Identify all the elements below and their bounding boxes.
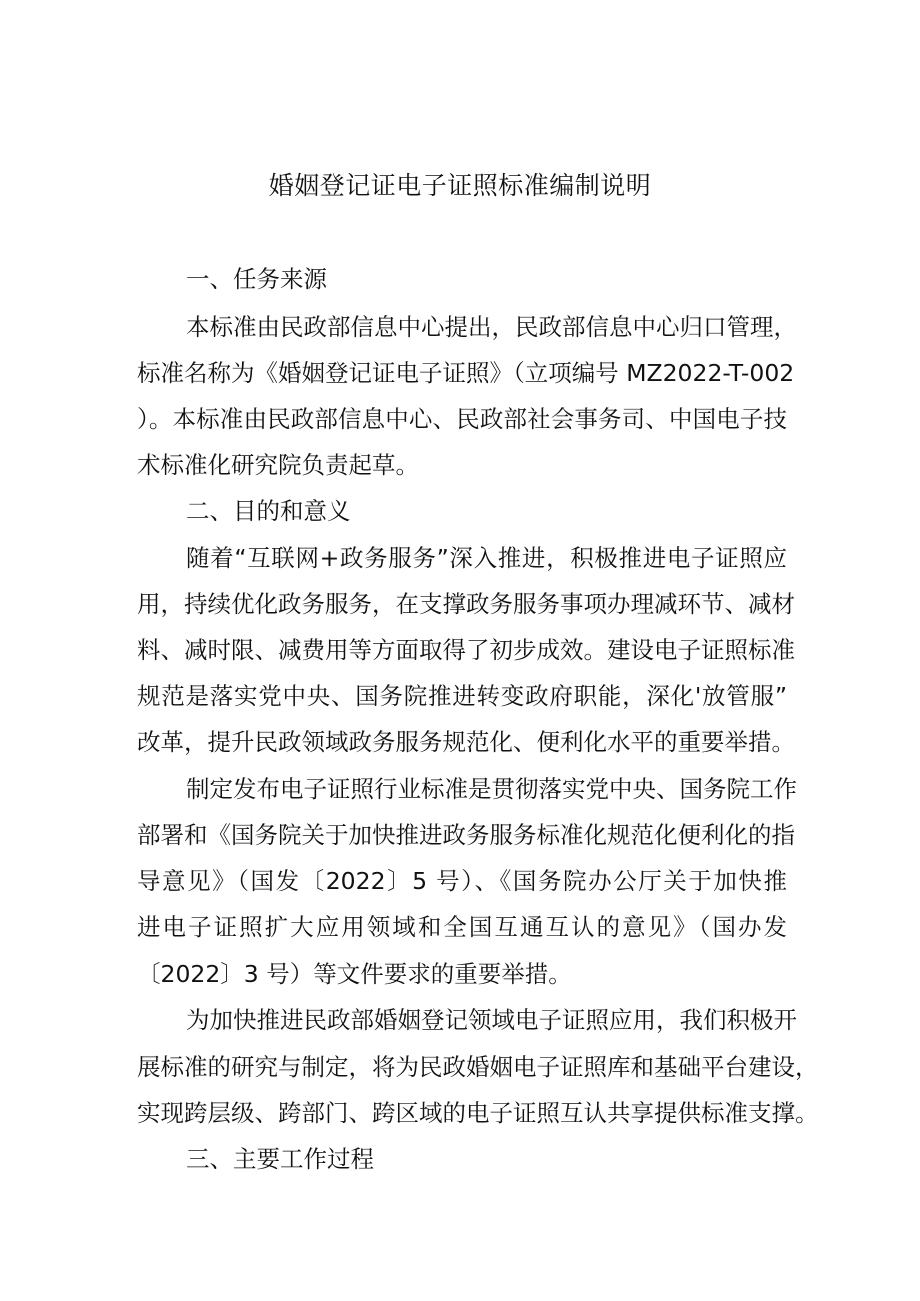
document-title: 婚姻登记证电子证照标准编制说明 (268, 171, 652, 200)
paragraph-line: 术标准化研究院负责起草。 (137, 451, 419, 479)
paragraph-line: 制定发布电子证照行业标准是贯彻落实党中央、国务院工作 (186, 775, 797, 803)
paragraph-line: 实现跨层级、跨部门、跨区域的电子证照互认共享提供标准支撑。 (137, 1099, 819, 1127)
paragraph-line: 改革，提升民政领域政务服务规范化、便利化水平的重要举措。 (137, 728, 795, 756)
paragraph-line: 部署和《国务院关于加快推进政务服务标准化规范化便利化的指 (137, 821, 795, 849)
paragraph-line: 进电子证照扩大应用领域和全国互通互认的意见》（国办发 (137, 913, 787, 941)
section-heading-3: 三、主要工作过程 (186, 1145, 374, 1173)
paragraph-line: 本标准由民政部信息中心提出，民政部信息中心归口管理， (186, 313, 797, 341)
paragraph-line: 标准名称为《婚姻登记证电子证照》（立项编号 MZ2022-T-002 (137, 359, 795, 387)
section-heading-2: 二、目的和意义 (186, 497, 351, 525)
paragraph-line: 导意见》（国发〔2022〕5 号）、《国务院办公厅关于加快推 (137, 867, 787, 895)
paragraph-line: 为加快推进民政部婚姻登记领域电子证照应用，我们积极开 (186, 1006, 797, 1034)
paragraph-line: 〔2022〕3 号）等文件要求的重要举措。 (137, 960, 572, 988)
paragraph-line: ）。本标准由民政部信息中心、民政部社会事务司、中国电子技 (137, 405, 787, 433)
paragraph-line: 随着“互联网+政务服务”深入推进，积极推进电子证照应 (186, 544, 787, 572)
paragraph-line: 规范是落实党中央、国务院推进转变政府职能，深化'放管服” (137, 682, 787, 710)
section-heading-1: 一、任务来源 (186, 265, 327, 293)
paragraph-line: 料、减时限、减费用等方面取得了初步成效。建设电子证照标准 (137, 636, 795, 664)
paragraph-line: 用，持续优化政务服务，在支撑政务服务事项办理减环节、减材 (137, 590, 795, 618)
paragraph-line: 展标准的研究与制定，将为民政婚姻电子证照库和基础平台建设， (137, 1053, 819, 1081)
